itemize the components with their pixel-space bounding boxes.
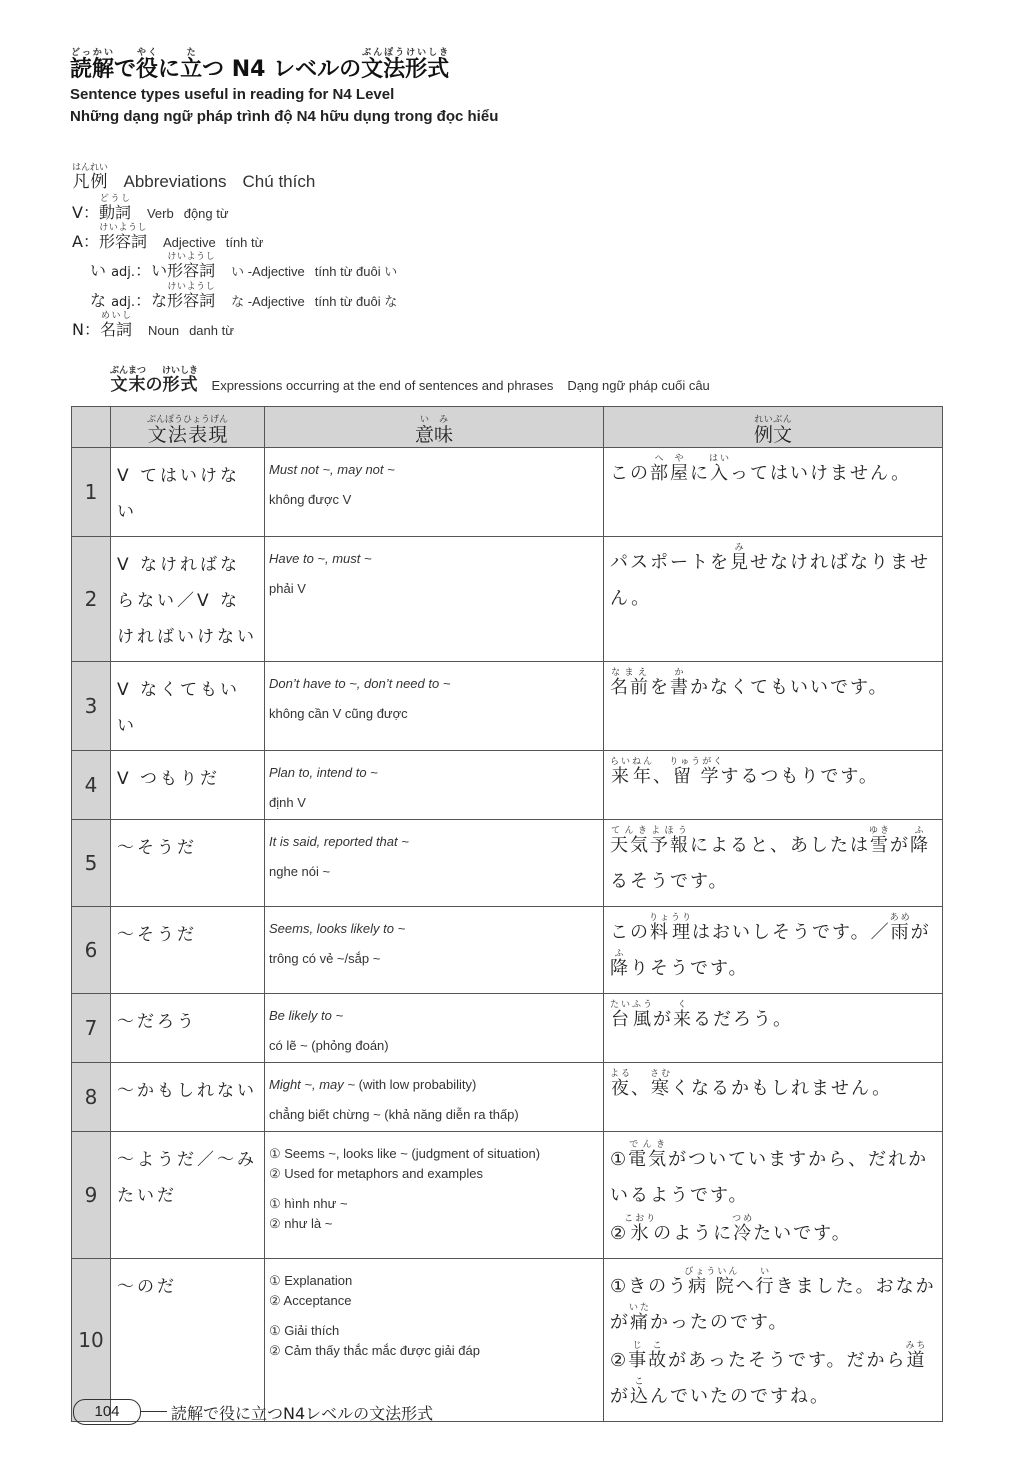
table-row (72, 448, 943, 537)
abbreviations-heading: 凡例はんれいAbbreviations Chú thích (72, 163, 316, 192)
abbreviation-i-adjective: い adj.：い形容詞けいようしい -Adjective tính từ đuôi い (90, 252, 398, 280)
table-header-row (72, 407, 943, 448)
example-cell: ①電気でんきがついていますから、だれかいるようです。 ②氷こおりのように冷つめたいです。 (604, 1132, 943, 1259)
grammar-table (71, 406, 943, 1422)
table-row (72, 1259, 943, 1422)
abbreviations-heading-en: Abbreviations (123, 172, 227, 191)
subtitle-english: Sentence types useful in reading for N4 Level (70, 86, 395, 103)
meaning-cell: Seems, looks likely to ~ trông có vẻ ~/sắp ~ (265, 907, 604, 994)
abbreviations-heading-vi: Chú thích (242, 172, 316, 191)
table-row (72, 820, 943, 907)
footer-title: 読解で役に立つN4レベルの文法形式 (171, 1404, 434, 1423)
grammar-cell: 〜かもしれない (111, 1063, 265, 1132)
table-row (72, 1063, 943, 1132)
meaning-cell: Might ~, may ~ (with low probability) chẳng biết chừng ~ (khả năng diễn ra thấp) (265, 1063, 604, 1132)
meaning-cell: Plan to, intend to ~ định V (265, 751, 604, 820)
meaning-cell: ① Explanation ② Acceptance ① Giải thích ② Cảm thấy thắc mắc được giải đáp (265, 1259, 604, 1422)
example-cell: 来年らいねん、留学りゅうがくするつもりです。 (604, 751, 943, 820)
example-cell: ①きのう病院びょういんへ行いきました。おなかが痛いたかったのです。 ②事故じこがあったそうです。だから道みちが込こんでいたのですね。 (604, 1259, 943, 1422)
section-description-vi: Dạng ngữ pháp cuối câu (567, 378, 710, 393)
row-number: 10 (72, 1259, 111, 1422)
example-cell: この部屋へやに入はいってはいけません。 (604, 448, 943, 537)
row-number: 6 (72, 907, 111, 994)
row-number: 3 (72, 662, 111, 751)
example-cell: この料理りょうりはおいしそうです。／雨あめが降ふりそうです。 (604, 907, 943, 994)
subtitle-vietnamese: Những dạng ngữ pháp trình độ N4 hữu dụng trong đọc hiểu (70, 108, 499, 125)
section-heading: 文末ぶんまつの形式けいしきExpressions occurring at the end of sentences and phrases Dạng ngữ pháp cuối câu (110, 366, 710, 395)
abbreviation-adjective: A：形容詞けいようしAdjective tính từ (72, 223, 264, 251)
abbreviation-noun: N：名詞めいしNoun danh từ (72, 311, 234, 339)
grammar-cell: V てはいけない (111, 448, 265, 537)
example-cell: 台風たいふうが来くるだろう。 (604, 994, 943, 1063)
row-number: 2 (72, 537, 111, 662)
meaning-cell: ① Seems ~, looks like ~ (judgment of situation) ② Used for metaphors and examples ① hình như ~ ② như là ~ (265, 1132, 604, 1259)
meaning-cell: Don’t have to ~, don’t need to ~ không cần V cũng được (265, 662, 604, 751)
grammar-cell: 〜ようだ／〜みたいだ (111, 1132, 265, 1259)
table-row (72, 907, 943, 994)
header-meaning: 意味いみ (265, 407, 604, 448)
example-cell: パスポートを見みせなければなりません。 (604, 537, 943, 662)
grammar-cell: V なければならない／V なければいけない (111, 537, 265, 662)
meaning-cell: Be likely to ~ có lẽ ~ (phỏng đoán) (265, 994, 604, 1063)
page-number: 104 (73, 1399, 141, 1425)
grammar-cell: V つもりだ (111, 751, 265, 820)
table-row (72, 751, 943, 820)
example-cell: 名前なまえを書かかなくてもいいです。 (604, 662, 943, 751)
header-grammar: 文法表現ぶんぽうひょうげん (111, 407, 265, 448)
example-cell: 天気予報てんきよほうによると、あしたは雪ゆきが降ふるそうです。 (604, 820, 943, 907)
grammar-cell: V なくてもいい (111, 662, 265, 751)
meaning-cell: Have to ~, must ~ phải V (265, 537, 604, 662)
abbreviation-na-adjective: な adj.：な形容詞けいようしな -Adjective tính từ đuôi な (90, 282, 398, 310)
row-number: 5 (72, 820, 111, 907)
example-cell: 夜よる、寒さむくなるかもしれません。 (604, 1063, 943, 1132)
grammar-cell: 〜そうだ (111, 907, 265, 994)
table-row (72, 994, 943, 1063)
section-description-en: Expressions occurring at the end of sentences and phrases (211, 378, 554, 393)
grammar-cell: 〜そうだ (111, 820, 265, 907)
grammar-cell: 〜のだ (111, 1259, 265, 1422)
row-number: 4 (72, 751, 111, 820)
row-number: 1 (72, 448, 111, 537)
table-row (72, 662, 943, 751)
row-number: 7 (72, 994, 111, 1063)
page-footer (73, 1399, 933, 1425)
row-number: 8 (72, 1063, 111, 1132)
meaning-cell: It is said, reported that ~ nghe nói ~ (265, 820, 604, 907)
footer-divider (141, 1411, 167, 1412)
meaning-cell: Must not ~, may not ~ không được V (265, 448, 604, 537)
abbreviation-verb: V：動詞どうしVerb động từ (72, 194, 229, 222)
row-number: 9 (72, 1132, 111, 1259)
header-number (72, 407, 111, 448)
page-title: 読解どっかいで役やくに立たつ N4 レベルの文法形式ぶんぽうけいしき (70, 48, 450, 82)
grammar-cell: 〜だろう (111, 994, 265, 1063)
header-example: 例文れいぶん (604, 407, 943, 448)
table-row (72, 537, 943, 662)
table-row (72, 1132, 943, 1259)
